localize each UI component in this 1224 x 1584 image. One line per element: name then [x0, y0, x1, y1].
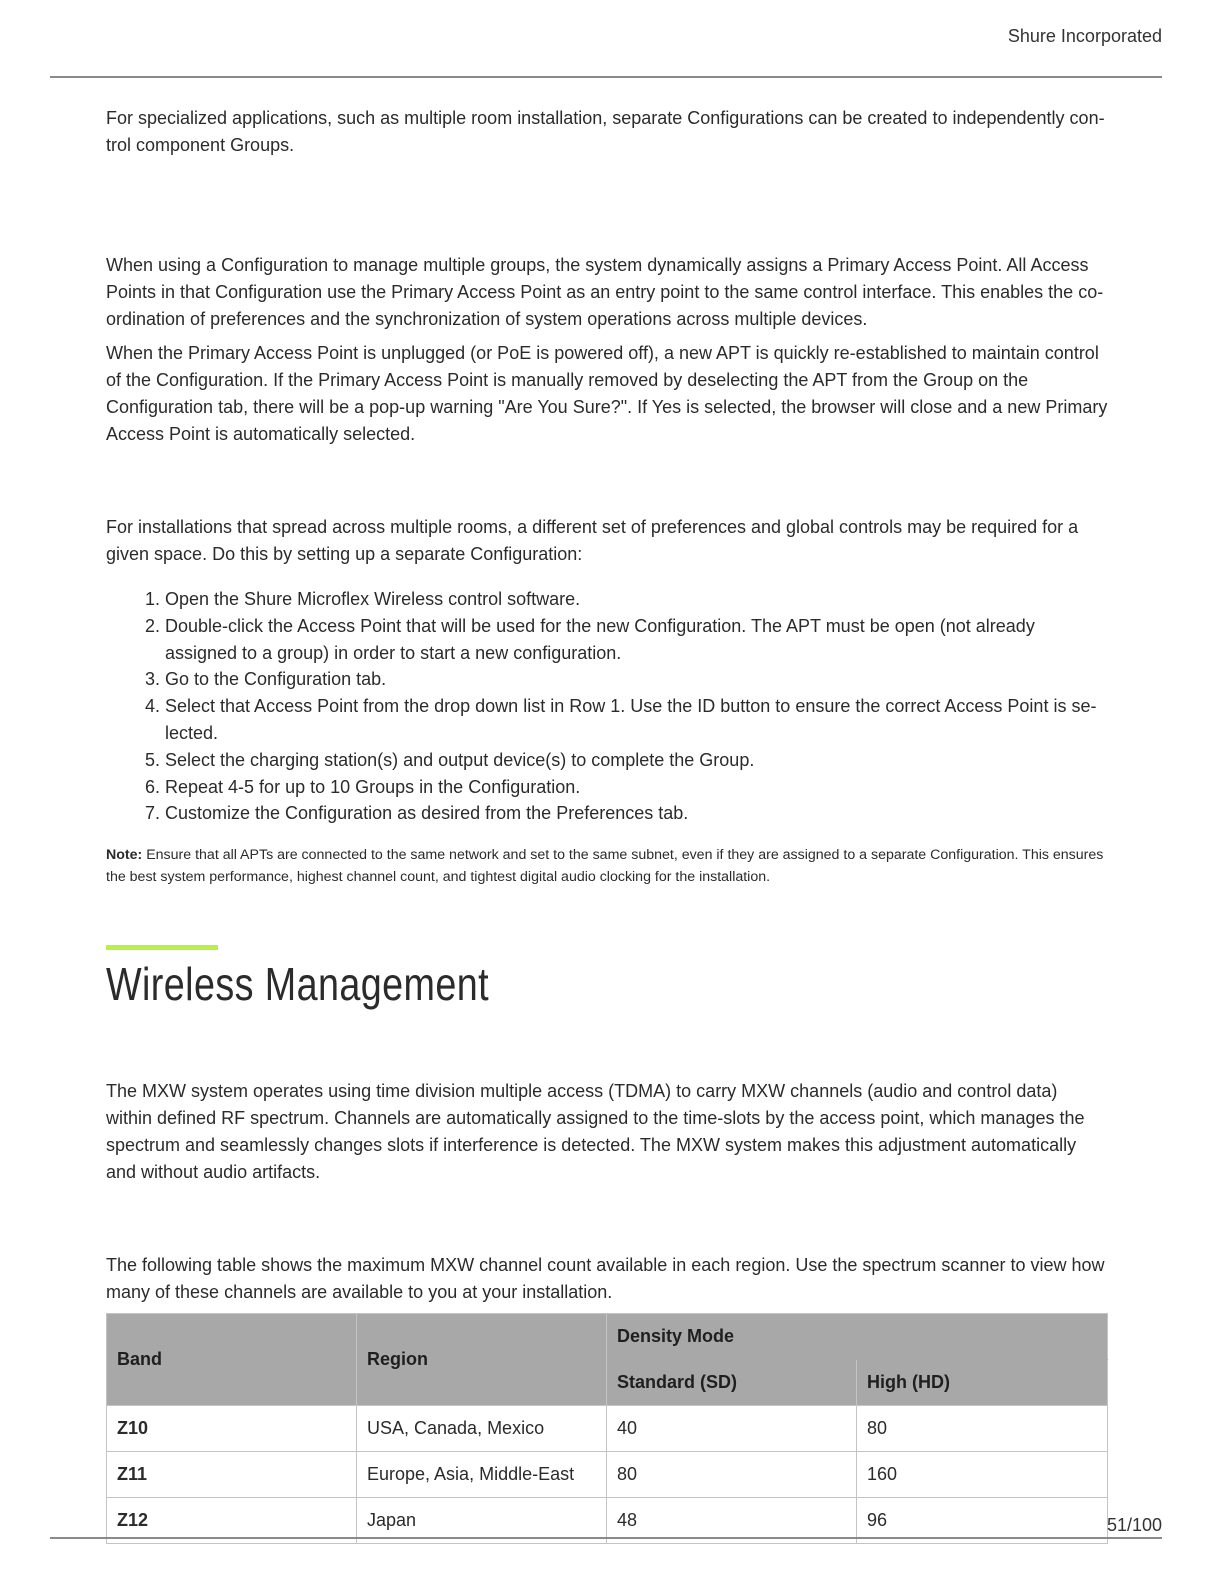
band-cell: Z10	[107, 1406, 357, 1452]
header-standard-sd: Standard (SD)	[607, 1360, 857, 1406]
primary-ap-paragraph: When using a Configuration to manage multiple groups, the system dynamically assigns a Primary Access Point. All Access Points in that Configuration use the Primary Access Point as an entry point to the same control interface. This enables the coordination of preferences and the synchronization of system operations across multiple devices.	[106, 255, 1104, 329]
band-cell: Z12	[107, 1498, 357, 1544]
region-cell: Europe, Asia, Middle-East	[357, 1452, 607, 1498]
note-text: Ensure that all APTs are connected to the same network and set to the same subnet, even if they are assigned to a separate Configuration. This ensures the best system performance, highest channel count, and tightest digital audio clocking for the installation.	[106, 847, 1104, 886]
header-region: Region	[357, 1314, 607, 1406]
page-number: 51/100	[1106, 1515, 1162, 1535]
header-high-hd: High (HD)	[857, 1360, 1108, 1406]
hd-cell: 96	[857, 1498, 1108, 1544]
channel-count-table	[106, 1313, 1108, 1544]
sd-cell: 48	[607, 1498, 857, 1544]
header-density-mode: Density Mode	[607, 1314, 1108, 1360]
list-item: 5. Select the charging station(s) and output device(s) to complete the Group.	[165, 747, 1108, 774]
table-intro-paragraph: The following table shows the maximum MXW channel count available in each region. Use the spectrum scanner to view how many of these channels are available to you at your installation.	[106, 1255, 1105, 1303]
tdma-paragraph: The MXW system operates using time division multiple access (TDMA) to carry MXW channels (audio and control data) within defined RF spectrum. Channels are automatically assigned to the time-slots by the access point, which manages the spectrum and seamlessly changes slots if interference is detected. The MXW system makes this adjustment automatically and without audio artifacts.	[106, 1081, 1085, 1183]
header-band: Band	[107, 1314, 357, 1406]
region-cell: USA, Canada, Mexico	[357, 1406, 607, 1452]
page-content	[106, 105, 1108, 1544]
footer-rule	[50, 1537, 1162, 1539]
list-item: 2. Double-click the Access Point that will be used for the new Configuration. The APT must be open (not already assigned to a group) in order to start a new configuration.	[165, 613, 1108, 667]
table-row	[107, 1452, 1108, 1498]
band-cell: Z11	[107, 1452, 357, 1498]
section-title: Wireless Management	[106, 958, 490, 1011]
intro-paragraph: For specialized applications, such as multiple room installation, separate Configurations can be created to independently control component Groups.	[106, 108, 1105, 155]
list-item: 4. Select that Access Point from the drop down list in Row 1. Use the ID button to ensure the correct Access Point is selected.	[165, 693, 1108, 747]
header-rule	[50, 76, 1162, 78]
list-item: 3. Go to the Configuration tab.	[165, 666, 1108, 693]
primary-ap-removal-paragraph: When the Primary Access Point is unplugged (or PoE is powered off), a new APT is quickly re-established to maintain control of the Configuration. If the Primary Access Point is manually removed by deselecting the APT from the Group on the Configuration tab, there will be a pop-up warning "Are You Sure?". If Yes is selected, the browser will close and a new Primary Access Point is automatically selected.	[106, 343, 1108, 444]
note-label: Note:	[106, 847, 143, 864]
header-company: Shure Incorporated	[1007, 26, 1162, 46]
table-row	[107, 1406, 1108, 1452]
sd-cell: 80	[607, 1452, 857, 1498]
list-item: 6. Repeat 4-5 for up to 10 Groups in the Configuration.	[165, 774, 1108, 801]
hd-cell: 160	[857, 1452, 1108, 1498]
hd-cell: 80	[857, 1406, 1108, 1452]
sd-cell: 40	[607, 1406, 857, 1452]
list-item: 7. Customize the Configuration as desired from the Preferences tab.	[165, 800, 1108, 827]
configuration-steps-list	[106, 586, 1108, 827]
multi-room-paragraph: For installations that spread across multiple rooms, a different set of preferences and global controls may be required for a given space. Do this by setting up a separate Configuration:	[106, 517, 1079, 564]
note-paragraph	[106, 844, 1108, 888]
list-item: 1. Open the Shure Microflex Wireless control software.	[165, 586, 1108, 613]
region-cell: Japan	[357, 1498, 607, 1544]
